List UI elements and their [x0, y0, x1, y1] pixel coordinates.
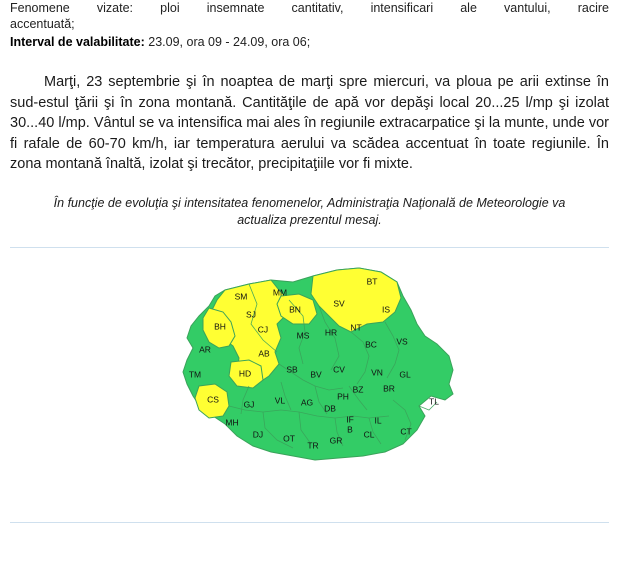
- county-label-MM: MM: [272, 286, 287, 297]
- county-label-BH: BH: [213, 320, 226, 331]
- phenomena-line-2: accentuată;: [10, 17, 75, 31]
- county-label-CT: CT: [399, 425, 412, 436]
- county-label-SM: SM: [234, 290, 247, 301]
- county-label-MH: MH: [224, 416, 239, 427]
- county-label-MS: MS: [296, 329, 309, 340]
- validity-label: Interval de valabilitate:: [10, 35, 145, 49]
- county-label-CV: CV: [332, 363, 345, 374]
- county-label-TR: TR: [306, 439, 319, 450]
- county-label-CL: CL: [363, 428, 374, 439]
- county-label-BT: BT: [366, 275, 377, 286]
- county-label-VS: VS: [395, 335, 408, 346]
- county-label-OT: OT: [282, 432, 295, 443]
- validity-value: 23.09, ora 09 - 24.09, ora 06;: [148, 35, 311, 49]
- county-label-VN: VN: [370, 366, 383, 377]
- divider-bottom: [10, 522, 609, 523]
- forecast-text: Marţi, 23 septembrie şi în noaptea de marţi spre miercuri, va ploua pe arii extinse în sud-estul ţării şi în zona montană. Cantităţile de apă vor depăşi local 20...25 l/mp şi izolat 30...40 l/mp. Vântul se va intensifica mai ales în regiunile extracarpatice şi la munte, unde vor fi rafale de 60-70 km/h, iar temperatura aerului va scădea accentuat în toate regiunile. În zona montană înaltă, izolat şi trecător, precipitaţiile vor fi mixte.: [10, 74, 609, 172]
- map-container: [10, 260, 609, 488]
- romania-map-svg: [153, 260, 467, 488]
- map-shapes: [183, 268, 453, 460]
- county-label-SB: SB: [285, 363, 298, 374]
- romania-map: [153, 260, 467, 488]
- county-label-VL: VL: [274, 394, 285, 405]
- county-label-CS: CS: [206, 393, 219, 404]
- county-label-IS: IS: [381, 303, 390, 314]
- phenomena-line: [10, 0, 609, 32]
- county-label-HR: HR: [324, 326, 337, 337]
- county-label-GL: GL: [398, 368, 411, 379]
- phenomena-line-1: Fenomene vizate: ploi insemnate cantitativ, intensificari ale vantului, racire: [10, 1, 609, 15]
- county-label-BN: BN: [288, 303, 301, 314]
- county-label-GJ: GJ: [243, 398, 254, 409]
- county-label-TL: TL: [428, 395, 439, 406]
- county-label-IF: IF: [345, 413, 354, 424]
- county-label-NT: NT: [349, 321, 362, 332]
- update-note: În funcţie de evoluţia şi intensitatea fenomenelor, Administraţia Naţională de Meteorologie va actualiza prezentul mesaj.: [53, 195, 566, 227]
- county-label-AG: AG: [300, 396, 313, 407]
- divider-top: [10, 247, 609, 248]
- county-label-SV: SV: [332, 297, 345, 308]
- county-label-SJ: SJ: [245, 308, 256, 319]
- county-label-BV: BV: [309, 368, 322, 379]
- county-label-PH: PH: [336, 390, 349, 401]
- county-label-BZ: BZ: [352, 383, 363, 394]
- warning-meta: [10, 0, 609, 50]
- forecast-paragraph: [10, 72, 609, 175]
- county-label-GR: GR: [329, 434, 342, 445]
- county-label-HD: HD: [238, 367, 251, 378]
- county-label-DJ: DJ: [252, 428, 263, 439]
- county-label-AB: AB: [257, 347, 270, 358]
- county-label-B: B: [346, 423, 353, 434]
- county-label-DB: DB: [323, 402, 336, 413]
- validity-line: [10, 34, 609, 50]
- county-label-BR: BR: [382, 382, 395, 393]
- county-label-IL: IL: [373, 414, 382, 425]
- county-label-BC: BC: [364, 338, 377, 349]
- county-label-AR: AR: [198, 343, 211, 354]
- county-label-TM: TM: [188, 368, 201, 379]
- county-label-CJ: CJ: [257, 323, 268, 334]
